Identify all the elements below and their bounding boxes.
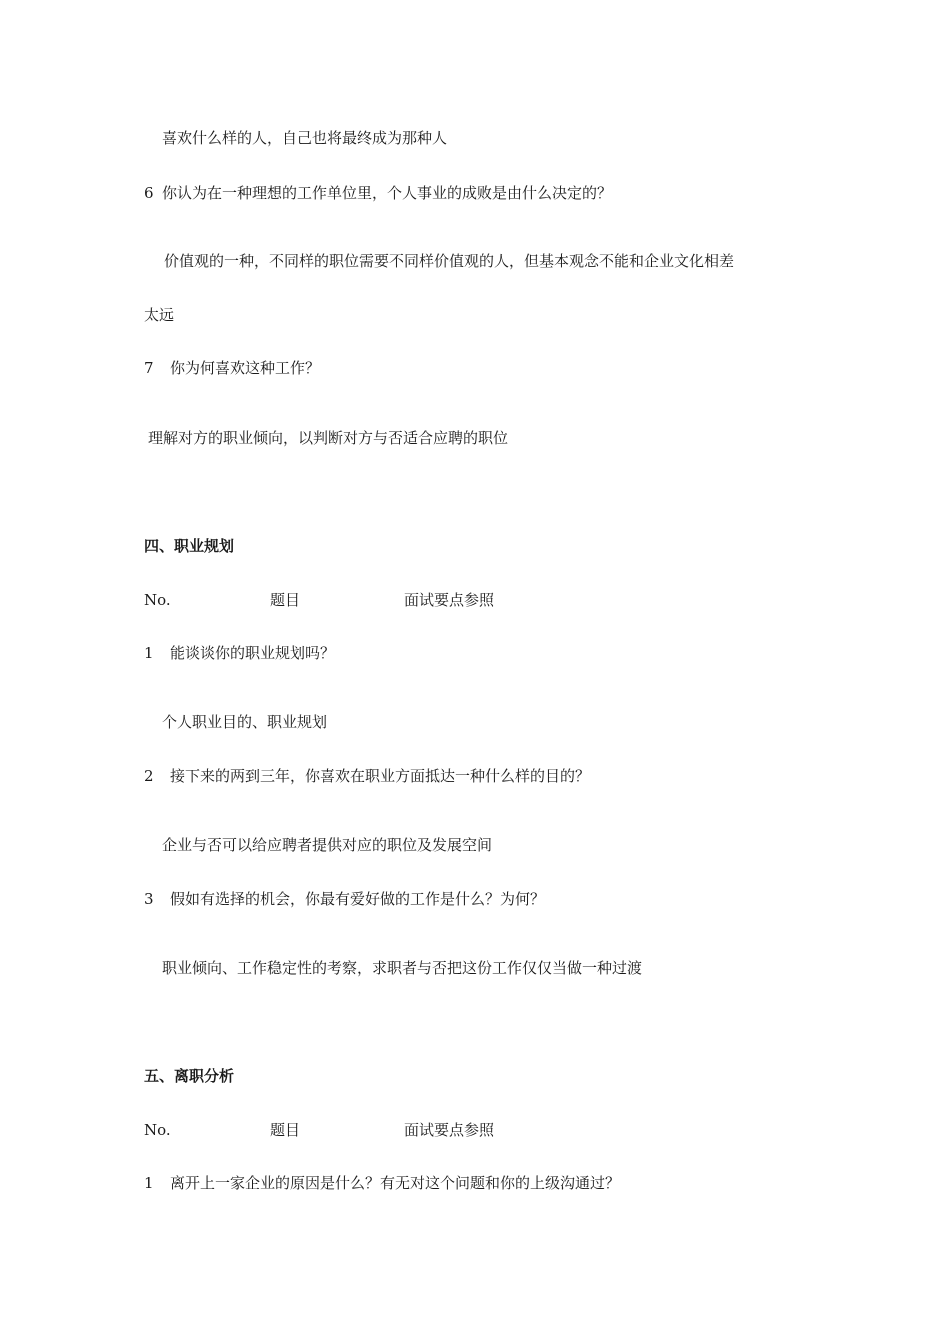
header-no: No. xyxy=(144,591,171,609)
question-text: 你认为在一种理想的工作单位里，个人事业的成败是由什么决定的？ xyxy=(162,184,613,202)
answer-text: 太远 xyxy=(144,306,175,324)
question-text: 能谈谈你的职业规划吗？ xyxy=(170,644,336,662)
question-text: 接下来的两到三年，你喜欢在职业方面抵达一种什么样的目的？ xyxy=(170,767,591,785)
answer-text: 价值观的一种，不同样的职位需要不同样价值观的人，但基本观念不能和企业文化相差 xyxy=(164,252,735,270)
table-header xyxy=(144,590,171,610)
question-item xyxy=(144,643,335,663)
answer-text: 理解对方的职业倾向，以判断对方与否适合应聘的职位 xyxy=(148,429,509,447)
header-no: No. xyxy=(144,1121,171,1139)
question-7 xyxy=(144,358,320,378)
header-points: 面试要点参照 xyxy=(404,591,495,609)
answer-text: 职业倾向、工作稳定性的考察，求职者与否把这份工作仅仅当做一种过渡 xyxy=(162,959,643,977)
section-heading: 四、职业规划 xyxy=(144,537,235,555)
answer-text: 企业与否可以给应聘者提供对应的职位及发展空间 xyxy=(162,836,493,854)
question-text: 你为何喜欢这种工作？ xyxy=(170,359,321,377)
answer-text: 喜欢什么样的人，自己也将最终成为那种人 xyxy=(162,129,448,147)
question-number: 7 xyxy=(144,359,154,377)
section-heading: 五、离职分析 xyxy=(144,1067,235,1085)
question-number: 1 xyxy=(144,1174,154,1192)
header-points: 面试要点参照 xyxy=(404,1121,495,1139)
question-6 xyxy=(144,183,612,203)
question-item xyxy=(144,889,545,909)
question-text: 假如有选择的机会，你最有爱好做的工作是什么？为何？ xyxy=(170,890,546,908)
header-topic: 题目 xyxy=(270,1121,301,1139)
question-number: 2 xyxy=(144,767,154,785)
question-text: 离开上一家企业的原因是什么？有无对这个问题和你的上级沟通过？ xyxy=(170,1174,621,1192)
question-number: 3 xyxy=(144,890,154,908)
question-number: 1 xyxy=(144,644,154,662)
question-item xyxy=(144,1173,620,1193)
answer-text: 个人职业目的、职业规划 xyxy=(162,713,328,731)
question-item xyxy=(144,766,590,786)
question-number: 6 xyxy=(144,184,154,202)
header-topic: 题目 xyxy=(270,591,301,609)
